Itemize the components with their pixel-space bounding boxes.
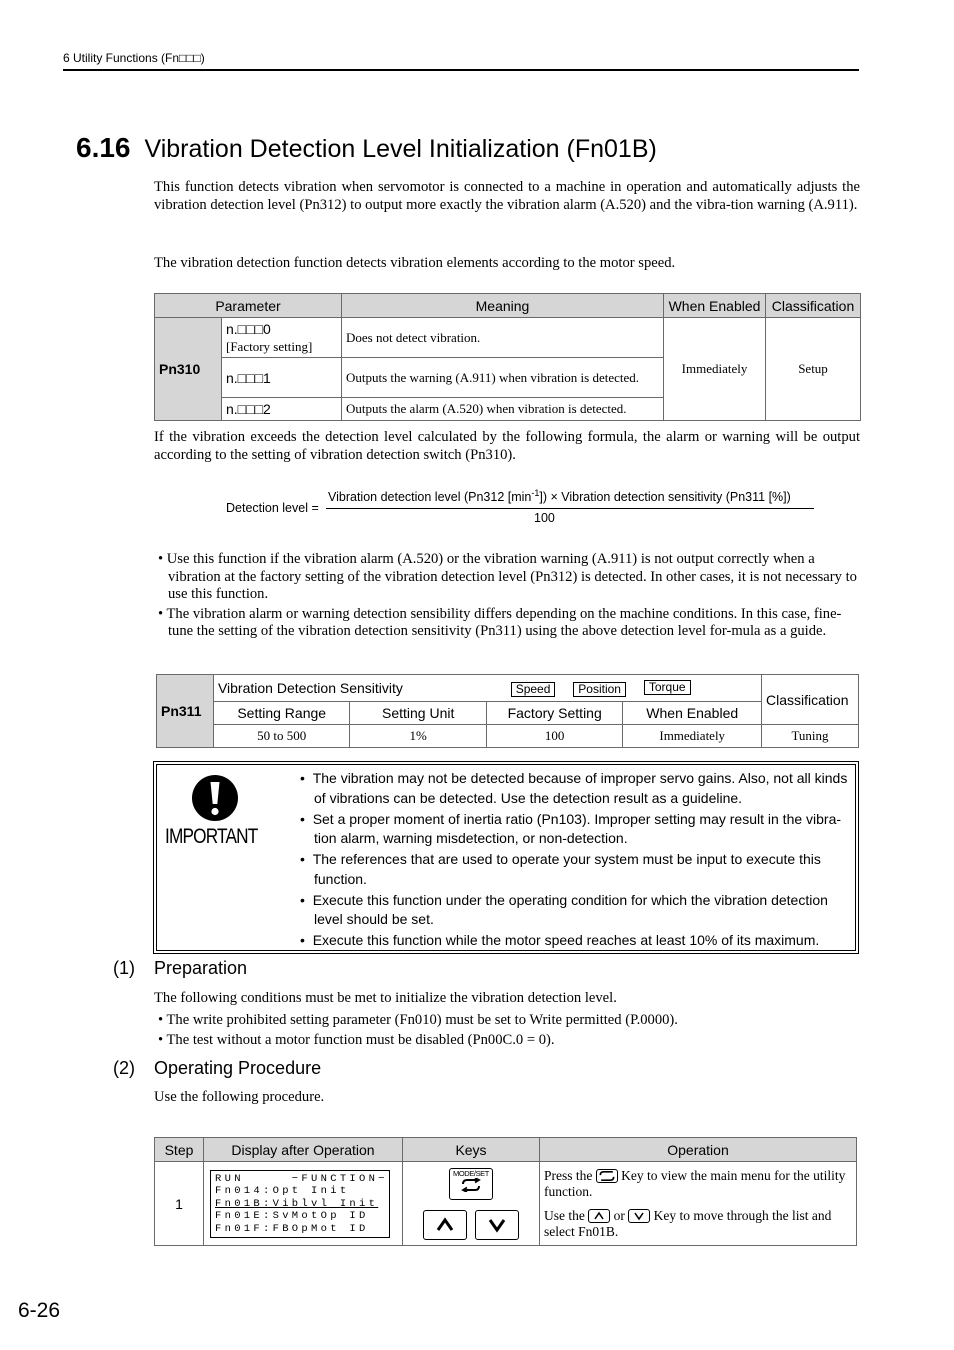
important-item: • Set a proper moment of inertia ratio (Pn103). Improper setting may result in the vibra-tion alarm, warning misdetection, or non-detection.: [300, 810, 842, 846]
param-row-0-note: [Factory setting]: [226, 338, 313, 354]
proc-operation-cell: [540, 1162, 857, 1246]
chevron-down-icon: [629, 1210, 649, 1222]
important-item-text: Execute this function under the operating condition for which the vibration detection level should be set.: [312, 891, 828, 927]
usage-note-item: • Use this function if the vibration alarm (A.520) or the vibration warning (A.911) is not output correctly when a vibration at the factory setting of the vibration detection level (Pn312) is detected. In other cases, it is not necessary to use this function.: [158, 551, 857, 602]
important-item: • The vibration may not be detected because of improper servo gains. Also, not all kinds of vibrations can be detected. Use the detection result as a guideline.: [300, 770, 848, 806]
pn311-name-cell: [213, 675, 761, 702]
important-item-text: Set a proper moment of inertia ratio (Pn103). Improper setting may result in the vibra-tion alarm, warning misdetection, or non-detection.: [312, 810, 842, 846]
formula-fraction-bar: [326, 508, 814, 509]
chevron-up-icon: [589, 1210, 609, 1222]
mode-set-arrows-icon: [459, 1178, 483, 1192]
lcd-line-text: Fn014:Opt Init: [215, 1185, 350, 1198]
pn311-header-range: Setting Range: [213, 702, 349, 725]
operator-lcd-display: [210, 1170, 390, 1238]
down-key-inline: [628, 1209, 650, 1223]
intro-paragraph-1: This function detects vibration when servomotor is connected to a machine in operation and automatically adjusts the vibration detection level (Pn312) to output more exactly the vibration alarm (A.520) and the vibra-tion warning (A.911).: [154, 179, 860, 213]
section-number: 6.16: [76, 132, 131, 163]
torque-tag: Torque: [644, 680, 691, 695]
procedure-title: Operating Procedure: [154, 1058, 322, 1078]
section-title-text: Vibration Detection Level Initialization (Fn01B): [144, 135, 657, 163]
mode-set-key-inline: [596, 1169, 618, 1183]
procedure-number: (2): [113, 1058, 135, 1078]
proc-display-cell: [204, 1162, 403, 1246]
preparation-heading: [113, 958, 247, 979]
usage-note-text: Use this function if the vibration alarm (A.520) or the vibration warning (A.911) is not output correctly when a vibration at the factory setting of the vibration detection level (Pn312) is detected. In other cases, it is not necessary to use this function.: [166, 551, 857, 602]
lcd-line: Fn01F:FBOpMot ID: [215, 1222, 369, 1235]
op-text: Press the: [544, 1168, 593, 1183]
chevron-down-icon: [476, 1211, 518, 1239]
formula-denominator: 100: [534, 511, 555, 525]
param-row-2-code: n.□□□2: [222, 398, 342, 421]
preparation-text: The following conditions must be met to initialize the vibration detection level.: [154, 990, 617, 1006]
pn311-value-classification: Tuning: [762, 725, 859, 748]
lcd-line: Fn01E:SvMotOp ID: [215, 1210, 369, 1223]
param-row-0-code-cell: [222, 318, 342, 358]
pn311-value-range: 50 to 500: [213, 725, 349, 748]
position-tag: Position: [573, 682, 626, 697]
op-text: Key to move through the list and select Fn01B.: [544, 1208, 832, 1239]
op-text: or: [613, 1208, 625, 1223]
proc-keys-cell: [403, 1162, 540, 1246]
up-key-inline: [588, 1209, 610, 1223]
chevron-up-icon: [424, 1211, 466, 1239]
important-item-text: The references that are used to operate your system must be input to execute this function.: [312, 851, 821, 887]
proc-operation-line-2: [544, 1208, 852, 1240]
important-notice-box: [153, 761, 859, 954]
procedure-table: [154, 1137, 857, 1246]
pn311-value-when-enabled: Immediately: [623, 725, 762, 748]
intro-paragraph-2: The vibration detection function detects vibration elements according to the motor speed.: [154, 255, 676, 271]
param-table-header-parameter: Parameter: [155, 294, 342, 318]
pn311-classification-header: Classification: [762, 675, 859, 725]
proc-operation-line-1: [544, 1168, 852, 1200]
procedure-heading: [113, 1058, 321, 1079]
important-list: [298, 769, 854, 952]
important-item-text: The vibration may not be detected because of improper servo gains. Also, not all kinds of vibrations can be detected. Use the detection result as a guideline.: [312, 770, 848, 806]
important-label: IMPORTANT: [165, 825, 258, 848]
pn311-value-factory: 100: [486, 725, 623, 748]
param-table-header-classification: Classification: [766, 294, 861, 318]
formula-numerator-a: Vibration detection level (Pn312 [min: [328, 490, 532, 505]
proc-header-display: Display after Operation: [204, 1138, 403, 1162]
proc-header-operation: Operation: [540, 1138, 857, 1162]
mode-set-key-label: MODE/SET: [453, 1169, 489, 1178]
lcd-line: RUN −FUNCTION−: [215, 1173, 388, 1185]
arrow-keys: [407, 1210, 535, 1243]
section-title: [76, 132, 657, 164]
usage-note-text: The vibration alarm or warning detection sensibility differs depending on the machine conditions. In this case, fine-tune the setting of the vibration detection sensitivity (Pn311) using the above detection level for-mula as a guide.: [166, 605, 842, 639]
exclamation-icon: [190, 773, 240, 823]
param-row-1-code: n.□□□1: [222, 358, 342, 398]
preparation-bullets: [158, 1012, 858, 1051]
lcd-line: [215, 1185, 385, 1197]
op-text: Use the: [544, 1208, 585, 1223]
op-text: Key to view the main menu for the utility function.: [544, 1168, 846, 1199]
pn310-parameter-table: [154, 293, 861, 421]
preparation-number: (1): [113, 958, 135, 978]
param-classification: Setup: [766, 318, 861, 421]
usage-notes: [158, 551, 858, 643]
formula-numerator: [328, 488, 791, 504]
param-row-0-code: n.□□□0: [226, 320, 271, 337]
preparation-title: Preparation: [154, 958, 248, 978]
procedure-text: Use the following procedure.: [154, 1089, 325, 1105]
down-key[interactable]: [475, 1210, 519, 1240]
page-number: 6-26: [18, 1299, 61, 1322]
preparation-bullet-text: The write prohibited setting parameter (Fn010) must be set to Write permitted (P.0000).: [166, 1012, 678, 1028]
param-row-1-meaning: Outputs the warning (A.911) when vibration is detected.: [342, 358, 664, 398]
pn311-param-cell: Pn311: [157, 675, 214, 748]
lcd-line-selected: [215, 1198, 385, 1210]
mode-set-arrows-icon: [597, 1170, 617, 1182]
mode-set-key[interactable]: [449, 1168, 493, 1200]
param-when-enabled: Immediately: [664, 318, 766, 421]
formula-lhs: Detection level =: [226, 501, 319, 515]
speed-tag: Speed: [511, 682, 556, 697]
pn311-parameter-table: [156, 674, 859, 748]
param-row-2-meaning: Outputs the alarm (A.520) when vibration is detected.: [342, 398, 664, 421]
formula-numerator-b: ]) × Vibration detection sensitivity (Pn311 [%]): [539, 490, 791, 505]
param-table-header-when-enabled: When Enabled: [664, 294, 766, 318]
up-key[interactable]: [423, 1210, 467, 1240]
param-table-header-meaning: Meaning: [342, 294, 664, 318]
header-rule: [63, 69, 859, 71]
important-item: • Execute this function under the operating condition for which the vibration detection level should be set.: [300, 891, 828, 927]
proc-step-number: 1: [155, 1162, 204, 1246]
formula-numerator-sup: -1: [531, 488, 540, 498]
proc-header-keys: Keys: [403, 1138, 540, 1162]
pn311-header-factory: Factory Setting: [486, 702, 623, 725]
running-header: 6 Utility Functions (Fn□□□): [63, 51, 205, 65]
important-item-text: Execute this function while the motor speed reaches at least 10% of its maximum.: [312, 932, 820, 948]
param-row-0-meaning: Does not detect vibration.: [342, 318, 664, 358]
param-cell-pn310: Pn310: [155, 318, 222, 421]
proc-header-step: Step: [155, 1138, 204, 1162]
pn311-name: Vibration Detection Sensitivity: [217, 679, 403, 696]
important-inner-frame: [156, 764, 856, 951]
pn311-value-unit: 1%: [350, 725, 486, 748]
pn311-header-when-enabled: When Enabled: [623, 702, 762, 725]
preparation-bullet: • The write prohibited setting parameter (Fn010) must be set to Write permitted (P.0000).: [158, 1012, 678, 1028]
after-table-paragraph: If the vibration exceeds the detection level calculated by the following formula, the alarm or warning will be output according to the setting of vibration detection switch (Pn310).: [154, 429, 860, 463]
pn311-header-unit: Setting Unit: [350, 702, 486, 725]
preparation-bullet: • The test without a motor function must be disabled (Pn00C.0 = 0).: [158, 1031, 555, 1048]
usage-note-item: • The vibration alarm or warning detection sensibility differs depending on the machine conditions. In this case, fine-tune the setting of the vibration detection sensitivity (Pn311) using the above detection level for-mula as a guide.: [158, 605, 842, 639]
lcd-line-text: Fn01B:Viblvl Init: [215, 1197, 379, 1210]
important-item: • Execute this function while the motor speed reaches at least 10% of its maximum.: [300, 932, 820, 948]
important-item: • The references that are used to operate your system must be input to execute this function.: [300, 851, 821, 887]
preparation-bullet-text: The test without a motor function must be disabled (Pn00C.0 = 0).: [166, 1031, 555, 1048]
